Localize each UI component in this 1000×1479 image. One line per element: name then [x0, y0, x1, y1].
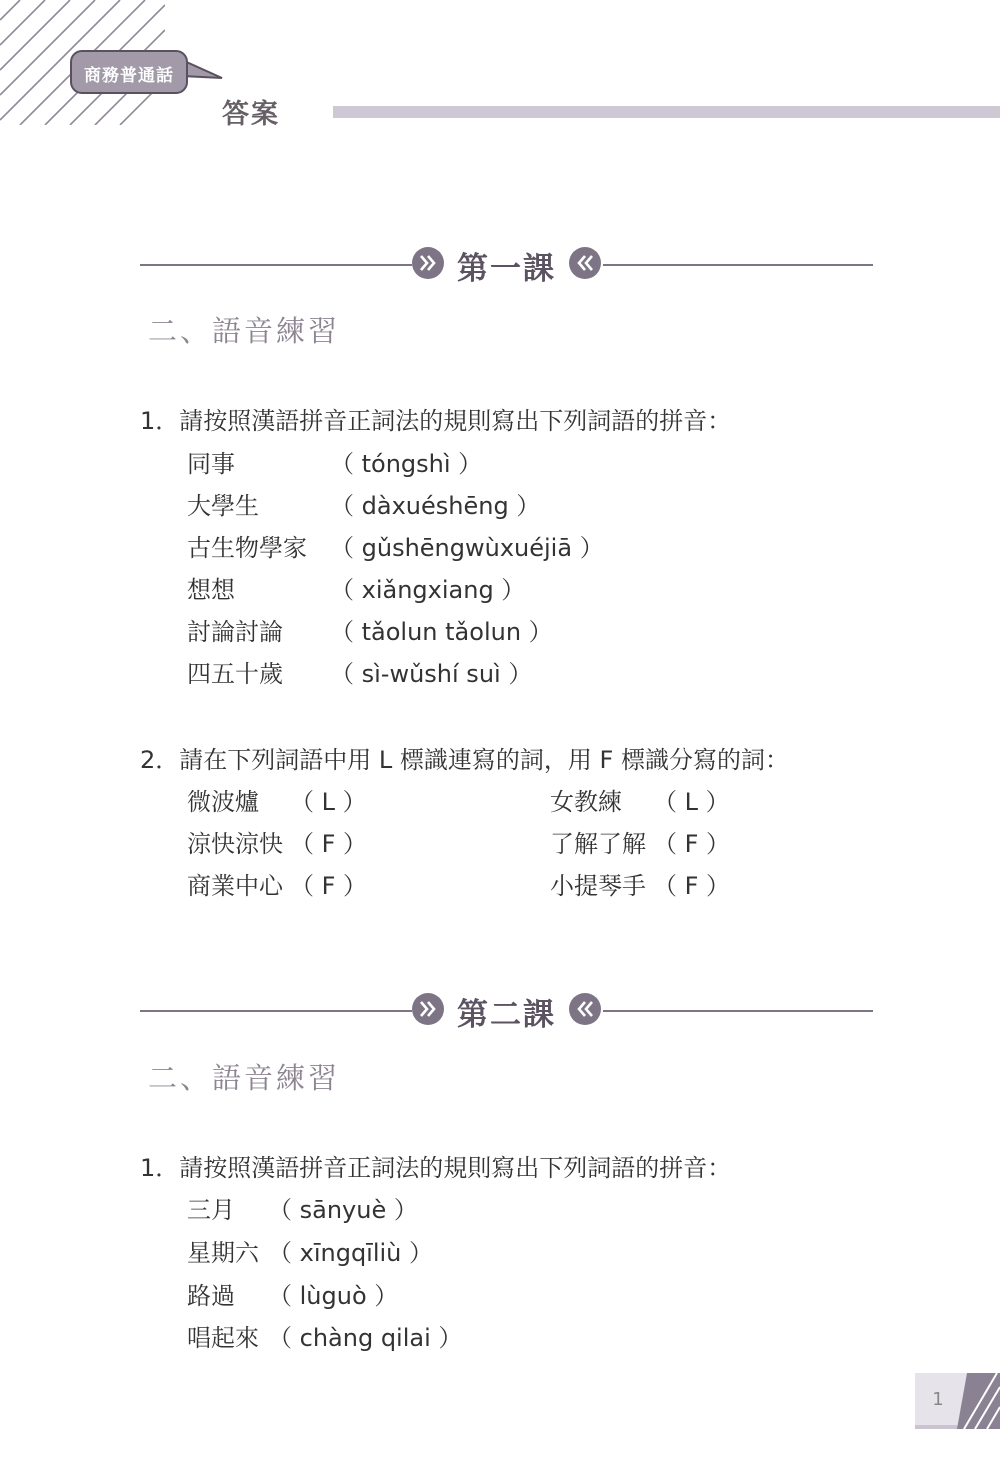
item-answer: （ F ） [653, 830, 731, 858]
lesson-divider-left [140, 1010, 412, 1012]
item-answer: （ lùguò ） [268, 1282, 399, 1310]
item-answer: （ F ） [290, 830, 368, 858]
badge-tail-decoration [182, 60, 226, 82]
item-answer: （ sānyuè ） [268, 1196, 418, 1224]
section-heading: 二、語音練習 [148, 314, 341, 348]
item-word: 了解了解 [550, 830, 646, 858]
item-answer: （ L ） [290, 788, 367, 816]
lesson-2-heading [140, 991, 873, 1031]
item-answer: （ F ） [653, 872, 731, 900]
header-bar [333, 106, 1000, 118]
lesson-divider-left [140, 264, 412, 266]
item-answer: （ sì-wǔshí suì ） [330, 660, 533, 688]
item-answer: （ dàxuéshēng ） [330, 492, 541, 520]
item-word: 古生物學家 [187, 534, 307, 562]
question-prompt: 2．請在下列詞語中用 L 標識連寫的詞，用 F 標識分寫的詞： [140, 746, 789, 774]
item-answer: （ chàng qilai ） [268, 1324, 463, 1352]
question-prompt: 1．請按照漢語拼音正詞法的規則寫出下列詞語的拼音： [140, 1154, 732, 1182]
lesson-divider-right [603, 264, 873, 266]
item-answer: （ xiǎngxiang ） [330, 576, 526, 604]
double-chevron-left-icon [568, 246, 602, 280]
lesson-1-heading [140, 245, 873, 285]
header-badge [70, 50, 188, 94]
item-word: 涼快涼快 [187, 830, 283, 858]
item-word: 同事 [187, 450, 235, 478]
item-answer: （ gǔshēngwùxuéjiā ） [330, 534, 604, 562]
item-answer: （ tóngshì ） [330, 450, 483, 478]
double-chevron-right-icon [411, 992, 445, 1026]
item-word: 小提琴手 [550, 872, 646, 900]
item-word: 三月 [187, 1196, 235, 1224]
item-answer: （ F ） [290, 872, 368, 900]
item-word: 女教練 [550, 788, 622, 816]
item-answer: （ tǎolun tǎolun ） [330, 618, 553, 646]
item-word: 四五十歲 [187, 660, 283, 688]
item-word: 大學生 [187, 492, 259, 520]
item-word: 路過 [187, 1282, 235, 1310]
page-number-tab [915, 1373, 1000, 1429]
lesson-divider-right [603, 1010, 873, 1012]
page-title: 答案 [222, 99, 280, 130]
item-answer: （ xīngqīliù ） [268, 1239, 434, 1267]
item-answer: （ L ） [653, 788, 730, 816]
badge-label: 商務普通話 [84, 66, 174, 86]
double-chevron-left-icon [568, 992, 602, 1026]
item-word: 星期六 [187, 1239, 259, 1267]
item-word: 討論討論 [187, 618, 283, 646]
question-prompt: 1．請按照漢語拼音正詞法的規則寫出下列詞語的拼音： [140, 407, 732, 435]
item-word: 商業中心 [187, 872, 283, 900]
item-word: 微波爐 [187, 788, 259, 816]
item-word: 想想 [187, 576, 235, 604]
item-word: 唱起來 [187, 1324, 259, 1352]
lesson-title: 第一課 [457, 251, 556, 287]
lesson-title: 第二課 [457, 997, 556, 1033]
page-number: 1 [932, 1389, 944, 1410]
double-chevron-right-icon [411, 246, 445, 280]
section-heading: 二、語音練習 [148, 1061, 341, 1095]
